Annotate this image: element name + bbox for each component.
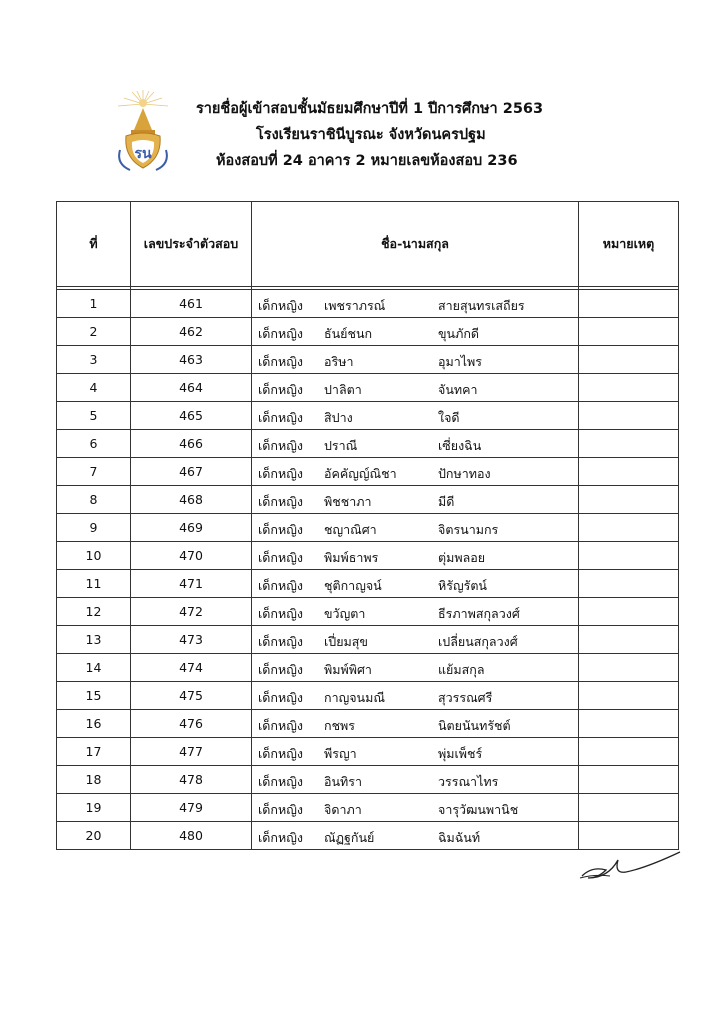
remarks-cell — [579, 458, 679, 486]
table-row — [57, 738, 679, 766]
header-line-3: ห้องสอบที่ 24 อาคาร 2 หมายเลขห้องสอบ 236 — [216, 153, 518, 169]
header-line-1: รายชื่อผู้เข้าสอบชั้นมัธยมศึกษาปีที่ 1 ปีการศึกษา 2563 — [196, 101, 544, 117]
exam-id: 462 — [131, 318, 252, 346]
table-row — [57, 346, 679, 374]
student-name-cell — [252, 822, 579, 850]
student-name-cell — [252, 794, 579, 822]
exam-id: 476 — [131, 710, 252, 738]
student-title: เด็กหญิง — [258, 522, 303, 537]
exam-id: 465 — [131, 402, 252, 430]
exam-id: 468 — [131, 486, 252, 514]
exam-id: 477 — [131, 738, 252, 766]
column-header-no: ที่ — [57, 202, 131, 287]
table-row — [57, 794, 679, 822]
student-first-name: เพชราภรณ์ — [324, 298, 386, 313]
table-row — [57, 318, 679, 346]
student-last-name: สายสุนทรเสถียร — [438, 298, 525, 313]
row-number: 15 — [57, 682, 131, 710]
column-header-remarks: หมายเหตุ — [579, 202, 679, 287]
student-last-name: จันทคา — [438, 382, 478, 397]
row-number: 5 — [57, 402, 131, 430]
student-last-name: จารุวัฒนพานิช — [438, 802, 519, 817]
student-last-name: ปักษาทอง — [438, 466, 491, 481]
remarks-cell — [579, 486, 679, 514]
student-name-cell — [252, 682, 579, 710]
student-last-name: นิตยนันทรัชต์ — [438, 718, 511, 733]
student-name-cell — [252, 710, 579, 738]
exam-id: 473 — [131, 626, 252, 654]
student-title: เด็กหญิง — [258, 802, 303, 817]
exam-id: 480 — [131, 822, 252, 850]
student-last-name: เซี่ยงฉิน — [438, 438, 482, 453]
student-name-cell — [252, 626, 579, 654]
student-name-cell — [252, 402, 579, 430]
student-first-name: อินทิรา — [324, 774, 363, 789]
row-number: 13 — [57, 626, 131, 654]
logo-lettering: รน — [134, 146, 152, 162]
student-title: เด็กหญิง — [258, 662, 303, 677]
student-first-name: พิมพ์พิศา — [324, 662, 372, 677]
student-last-name: หิรัญรัตน์ — [438, 578, 487, 593]
student-name-cell — [252, 766, 579, 794]
student-name-cell — [252, 598, 579, 626]
student-title: เด็กหญิง — [258, 746, 303, 761]
remarks-cell — [579, 738, 679, 766]
remarks-cell — [579, 514, 679, 542]
row-number: 16 — [57, 710, 131, 738]
student-first-name: สิปาง — [324, 410, 353, 425]
remarks-cell — [579, 374, 679, 402]
student-last-name: ธีรภาพสกุลวงศ์ — [438, 606, 520, 621]
student-first-name: ชญาณิศา — [324, 522, 377, 537]
student-name-cell — [252, 318, 579, 346]
table-row — [57, 654, 679, 682]
student-last-name: ขุนภักดี — [438, 326, 480, 341]
remarks-cell — [579, 598, 679, 626]
exam-id: 463 — [131, 346, 252, 374]
student-title: เด็กหญิง — [258, 774, 303, 789]
student-first-name: ขวัญตา — [324, 606, 366, 621]
exam-id: 478 — [131, 766, 252, 794]
student-name-cell — [252, 514, 579, 542]
student-name-cell — [252, 290, 579, 318]
roster-body — [57, 290, 679, 850]
table-header-row — [57, 202, 679, 287]
student-first-name: จิดาภา — [324, 802, 362, 817]
table-row — [57, 374, 679, 402]
header-line-2: โรงเรียนราชินีบูรณะ จังหวัดนครปฐม — [256, 127, 486, 143]
student-title: เด็กหญิง — [258, 494, 303, 509]
student-name-cell — [252, 486, 579, 514]
student-last-name: ตุ่มพลอย — [438, 550, 486, 565]
table-row — [57, 542, 679, 570]
exam-id: 474 — [131, 654, 252, 682]
student-first-name: พีรญา — [324, 746, 357, 761]
column-header-exam-id: เลขประจำตัวสอบ — [131, 202, 252, 287]
row-number: 10 — [57, 542, 131, 570]
exam-id: 472 — [131, 598, 252, 626]
student-title: เด็กหญิง — [258, 690, 303, 705]
row-number: 3 — [57, 346, 131, 374]
student-title: เด็กหญิง — [258, 634, 303, 649]
student-first-name: พิมพ์ธาพร — [324, 550, 379, 565]
exam-id: 469 — [131, 514, 252, 542]
student-title: เด็กหญิง — [258, 382, 303, 397]
table-row — [57, 626, 679, 654]
row-number: 4 — [57, 374, 131, 402]
remarks-cell — [579, 766, 679, 794]
student-last-name: ฉิมฉันท์ — [438, 830, 481, 845]
student-last-name: อุมาไพร — [438, 354, 483, 369]
student-title: เด็กหญิง — [258, 298, 303, 313]
row-number: 20 — [57, 822, 131, 850]
remarks-cell — [579, 430, 679, 458]
table-row — [57, 430, 679, 458]
student-title: เด็กหญิง — [258, 354, 303, 369]
student-last-name: วรรณาไทร — [438, 774, 499, 789]
student-last-name: แย้มสกุล — [438, 662, 485, 677]
student-name-cell — [252, 430, 579, 458]
student-first-name: ณัฏฐกันย์ — [324, 830, 375, 845]
student-title: เด็กหญิง — [258, 326, 303, 341]
student-name-cell — [252, 654, 579, 682]
student-last-name: พุ่มเพ็ชร์ — [438, 746, 483, 761]
student-title: เด็กหญิง — [258, 466, 303, 481]
school-emblem-logo — [112, 90, 174, 176]
exam-id: 479 — [131, 794, 252, 822]
column-header-name: ชื่อ-นามสกุล — [252, 202, 579, 287]
table-row — [57, 598, 679, 626]
table-row — [57, 486, 679, 514]
student-title: เด็กหญิง — [258, 438, 303, 453]
remarks-cell — [579, 654, 679, 682]
exam-id: 466 — [131, 430, 252, 458]
student-title: เด็กหญิง — [258, 718, 303, 733]
table-row — [57, 290, 679, 318]
row-number: 1 — [57, 290, 131, 318]
table-row — [57, 766, 679, 794]
row-number: 8 — [57, 486, 131, 514]
exam-roster-table — [56, 201, 679, 850]
row-number: 7 — [57, 458, 131, 486]
remarks-cell — [579, 290, 679, 318]
row-number: 11 — [57, 570, 131, 598]
row-number: 2 — [57, 318, 131, 346]
student-first-name: ชุติกาญจน์ — [324, 578, 382, 593]
remarks-cell — [579, 402, 679, 430]
exam-id: 464 — [131, 374, 252, 402]
exam-id: 470 — [131, 542, 252, 570]
student-first-name: กชพร — [324, 718, 356, 733]
student-first-name: กาญจนมณี — [324, 690, 385, 705]
handwritten-signature — [578, 846, 682, 882]
student-first-name: อริษา — [324, 354, 354, 369]
exam-id: 461 — [131, 290, 252, 318]
student-first-name: ปราณี — [324, 438, 358, 453]
remarks-cell — [579, 318, 679, 346]
table-row — [57, 402, 679, 430]
row-number: 14 — [57, 654, 131, 682]
row-number: 9 — [57, 514, 131, 542]
student-last-name: มีดี — [438, 494, 455, 509]
table-row — [57, 570, 679, 598]
student-last-name: จิตรนามกร — [438, 522, 499, 537]
document-header — [196, 96, 596, 174]
exam-id: 471 — [131, 570, 252, 598]
student-title: เด็กหญิง — [258, 410, 303, 425]
remarks-cell — [579, 710, 679, 738]
exam-id: 467 — [131, 458, 252, 486]
student-first-name: อัคคัญญ์ณิชา — [324, 466, 397, 481]
student-name-cell — [252, 346, 579, 374]
student-last-name: เปลี่ยนสกุลวงศ์ — [438, 634, 518, 649]
row-number: 6 — [57, 430, 131, 458]
student-first-name: ปาลิตา — [324, 382, 362, 397]
remarks-cell — [579, 794, 679, 822]
table-row — [57, 710, 679, 738]
student-name-cell — [252, 738, 579, 766]
student-first-name: ธันย์ชนก — [324, 326, 373, 341]
row-number: 18 — [57, 766, 131, 794]
student-last-name: สุวรรณศรี — [438, 690, 493, 705]
remarks-cell — [579, 542, 679, 570]
table-row — [57, 682, 679, 710]
table-row — [57, 458, 679, 486]
student-title: เด็กหญิง — [258, 830, 303, 845]
exam-id: 475 — [131, 682, 252, 710]
student-name-cell — [252, 542, 579, 570]
student-title: เด็กหญิง — [258, 606, 303, 621]
row-number: 19 — [57, 794, 131, 822]
student-name-cell — [252, 570, 579, 598]
table-row — [57, 514, 679, 542]
student-first-name: พิชชาภา — [324, 494, 372, 509]
remarks-cell — [579, 570, 679, 598]
student-last-name: ใจดี — [438, 410, 460, 425]
row-number: 17 — [57, 738, 131, 766]
remarks-cell — [579, 682, 679, 710]
student-title: เด็กหญิง — [258, 578, 303, 593]
student-title: เด็กหญิง — [258, 550, 303, 565]
student-name-cell — [252, 458, 579, 486]
row-number: 12 — [57, 598, 131, 626]
remarks-cell — [579, 346, 679, 374]
student-first-name: เปี่ยมสุข — [324, 634, 368, 649]
remarks-cell — [579, 626, 679, 654]
student-name-cell — [252, 374, 579, 402]
